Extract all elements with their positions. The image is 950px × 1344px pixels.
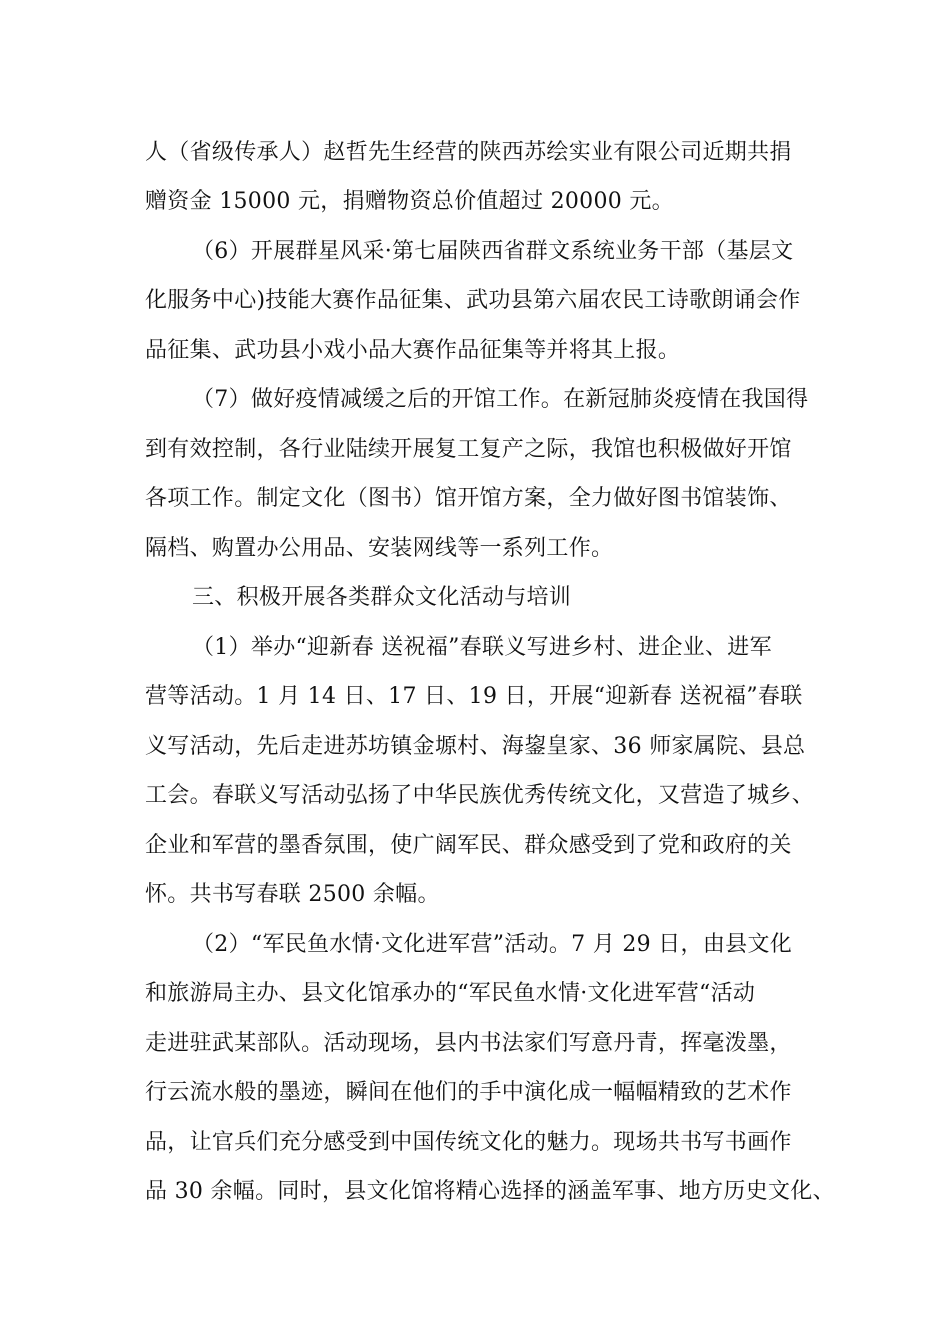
text-line: 品，让官兵们充分感受到中国传统文化的魅力。现场共书写书画作 [145,1130,792,1155]
paragraph-heading-1: （1）举办“迎新春 送祝福”春联义写进乡村、进企业、进军 [192,635,772,660]
text-line: 品征集、武功县小戏小品大赛作品征集等并将其上报。 [145,338,681,363]
text-line: 行云流水般的墨迹，瞬间在他们的手中演化成一幅幅精致的艺术作 [145,1080,792,1105]
text-line: 工会。春联义写活动弘扬了中华民族优秀传统文化，又营造了城乡、 [145,783,815,808]
text-line: 赠资金 15000 元，捐赠物资总价值超过 20000 元。 [145,189,674,214]
paragraph-heading-7: （7）做好疫情减缓之后的开馆工作。在新冠肺炎疫情在我国得 [192,387,809,412]
text-line: 企业和军营的墨香氛围，使广阔军民、群众感受到了党和政府的关 [145,833,792,858]
text-line: 各项工作。制定文化（图书）馆开馆方案，全力做好图书馆装饰、 [145,486,792,511]
paragraph-heading-2: （2）“军民鱼水情·文化进军营”活动。7 月 29 日，由县文化 [192,932,793,957]
paragraph-heading-6: （6）开展群星风采·第七届陕西省群文系统业务干部（基层文 [192,239,794,264]
text-line: 和旅游局主办、县文化馆承办的“军民鱼水情·文化进军营“活动 [145,981,756,1006]
text-line: 品 30 余幅。同时，县文化馆将精心选择的涵盖军事、地方历史文化、 [145,1179,835,1204]
section-heading: 三、积极开展各类群众文化活动与培训 [192,585,572,610]
text-line: 人（省级传承人）赵哲先生经营的陕西苏绘实业有限公司近期共捐 [145,140,792,165]
text-line: 怀。共书写春联 2500 余幅。 [145,882,440,907]
text-line: 义写活动，先后走进苏坊镇金塬村、海鋆皇家、36 师家属院、县总 [145,734,806,759]
text-line: 到有效控制，各行业陆续开展复工复产之际，我馆也积极做好开馆 [145,437,792,462]
text-line: 化服务中心)技能大赛作品征集、武功县第六届农民工诗歌朗诵会作 [145,288,801,313]
text-line: 营等活动。1 月 14 日、17 日、19 日，开展“迎新春 送祝福”春联 [145,684,803,709]
text-line: 隔档、购置办公用品、安装网线等一系列工作。 [145,536,614,561]
text-line: 走进驻武某部队。活动现场，县内书法家们写意丹青，挥毫泼墨， [145,1031,792,1056]
